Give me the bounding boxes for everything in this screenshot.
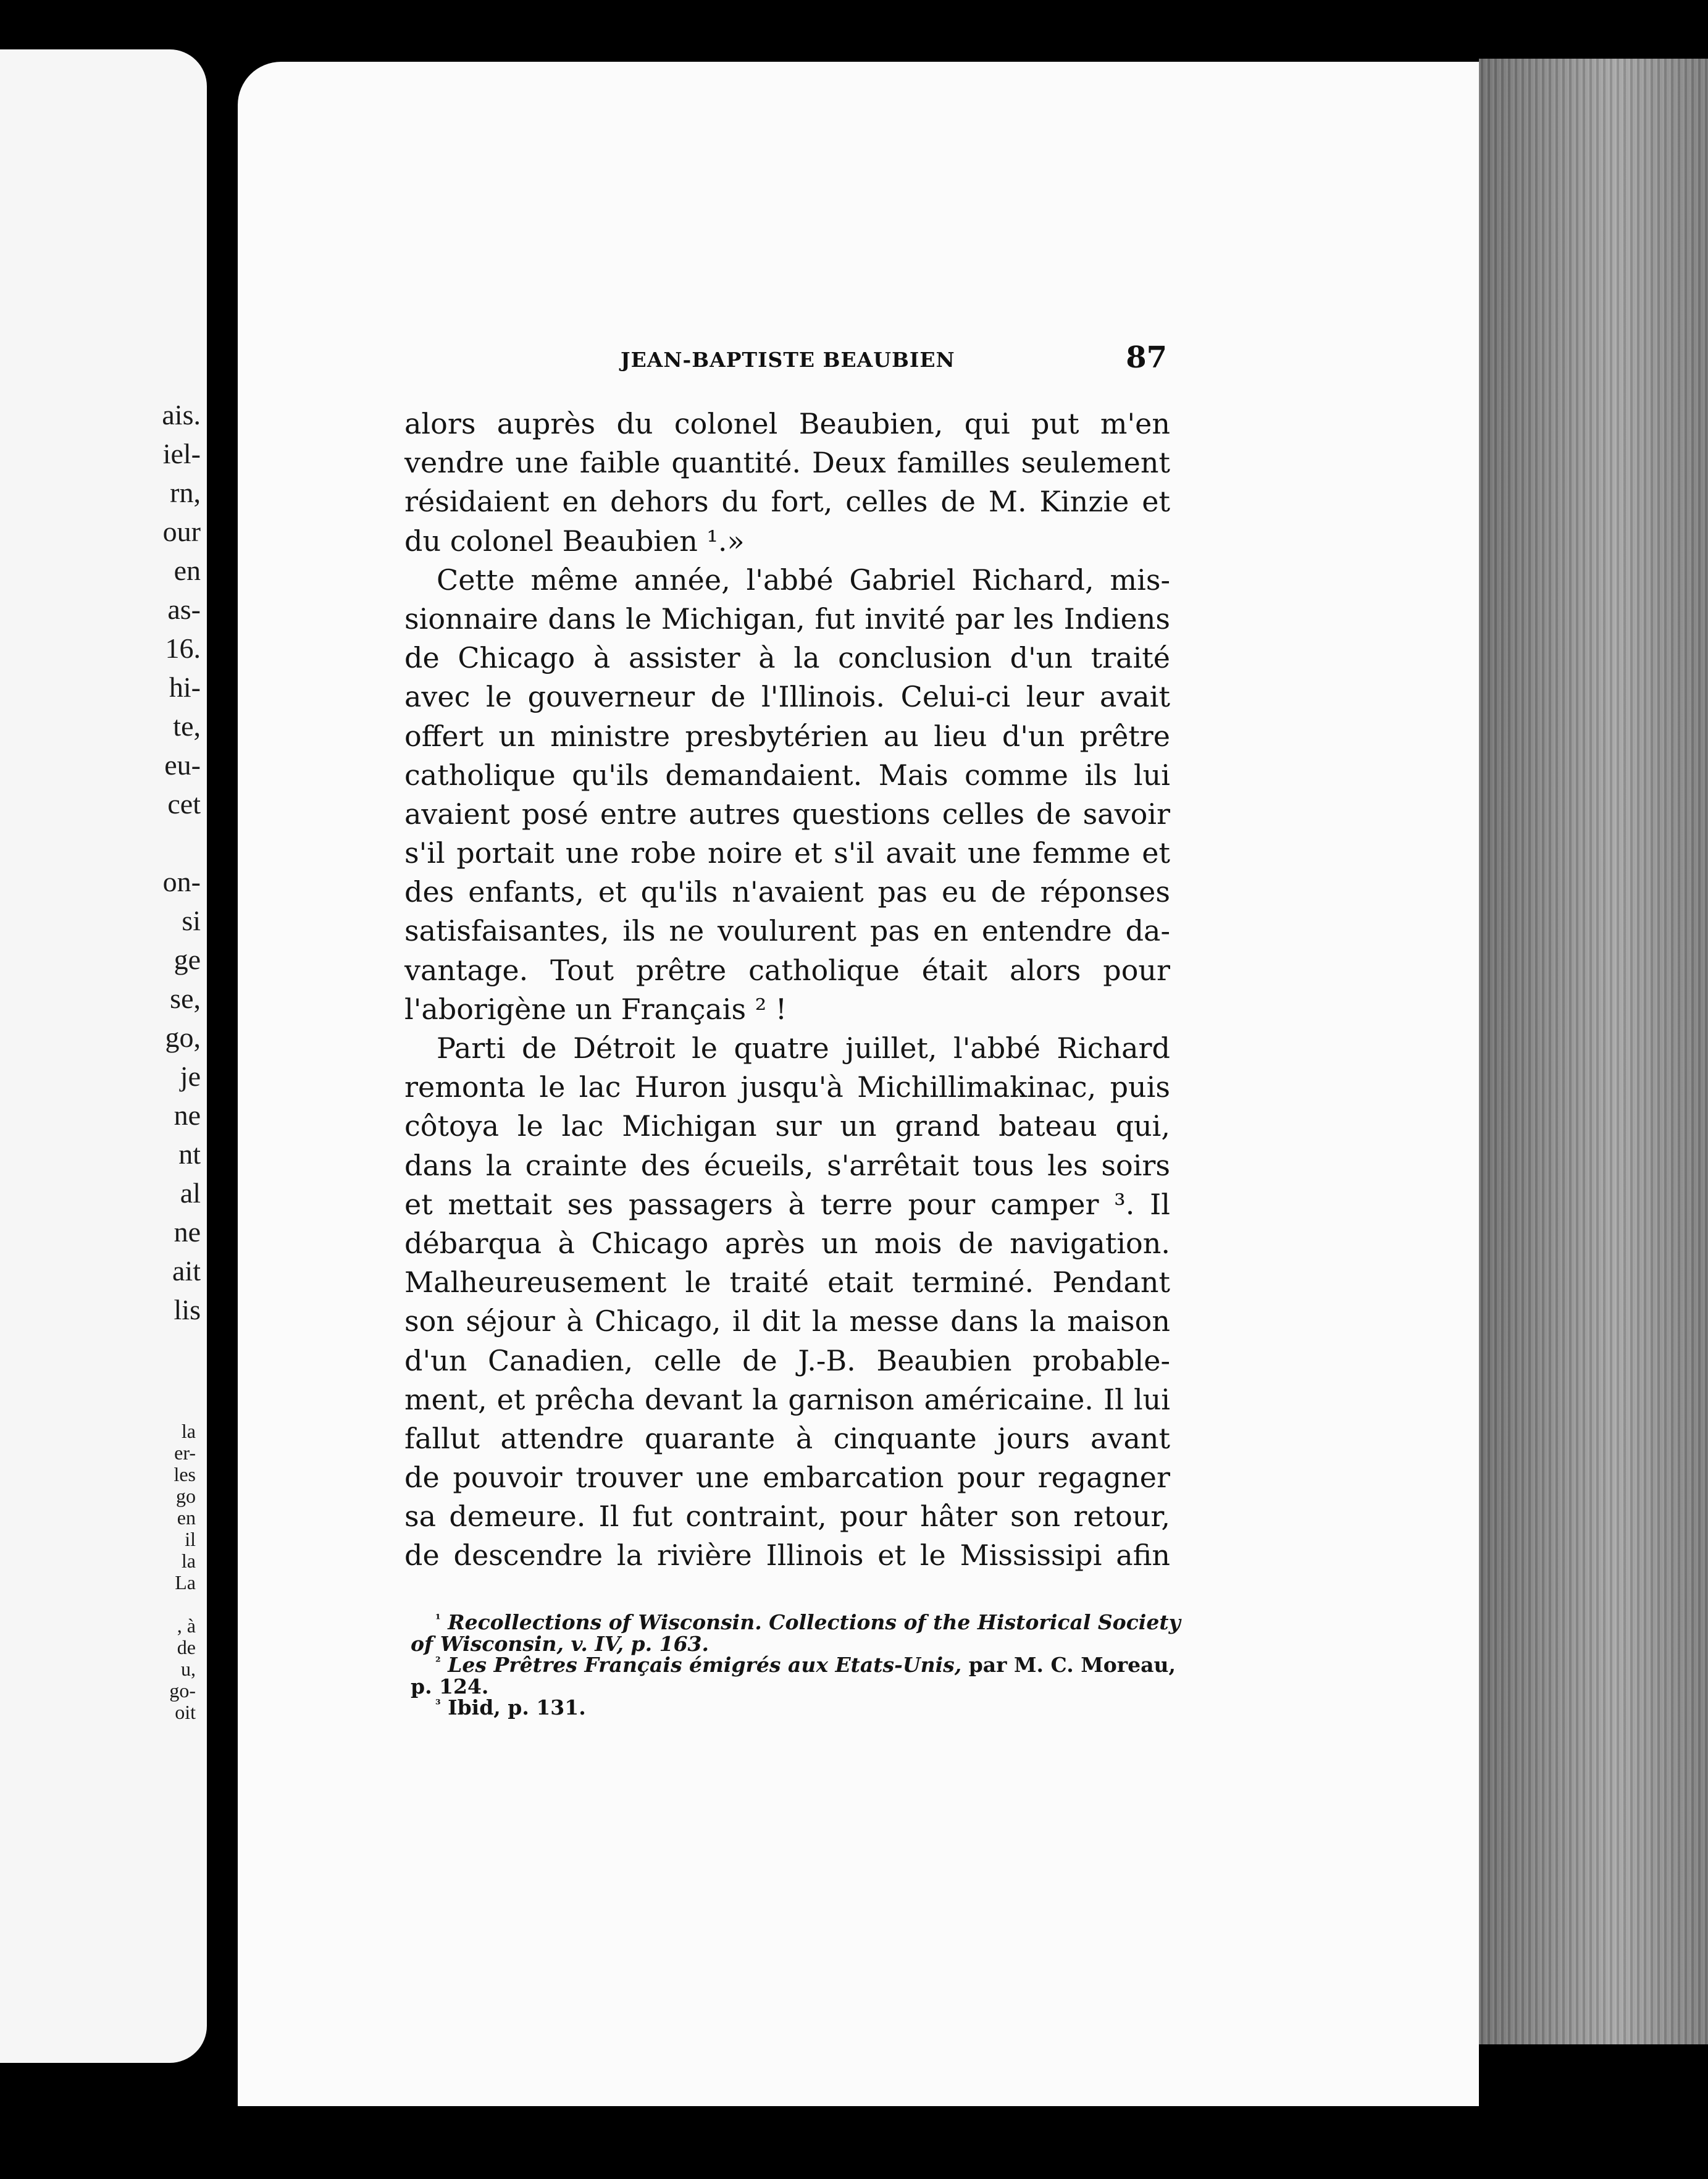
text-line: débarqua à Chicago après un mois de navigation. <box>404 1226 1170 1260</box>
facing-page-fragment: lis <box>174 1294 201 1325</box>
facing-page-fragment: oit <box>175 1701 196 1723</box>
facing-page-fragment: la <box>181 1420 196 1442</box>
facing-page-fragment: u, <box>181 1658 196 1680</box>
facing-page-fragment: as- <box>167 594 201 625</box>
facing-page-fragment: eu- <box>164 749 201 781</box>
facing-page-fragment <box>108 823 201 862</box>
facing-page-fragment: les <box>174 1463 196 1485</box>
text-line: résidaient en dehors du fort, celles de M. Kinzie et <box>404 485 1170 519</box>
text-line: côtoya le lac Michigan sur un grand bateau qui, <box>404 1109 1170 1143</box>
text-line: offert un ministre presbytérien au lieu d'un prêtre <box>404 719 1170 753</box>
text-line: vantage. Tout prêtre catholique était alors pour <box>404 953 1170 987</box>
facing-page-fragment: al <box>180 1177 201 1209</box>
facing-page-fragment: La <box>175 1571 196 1593</box>
text-line: l'aborigène un Français ² ! <box>404 992 787 1026</box>
text-line: de pouvoir trouver une embarcation pour regagner <box>404 1461 1170 1495</box>
text-line: alors auprès du colonel Beaubien, qui put m'en <box>404 407 1170 440</box>
facing-page-fragment: go, <box>165 1022 201 1053</box>
facing-page-fragment: je <box>180 1060 201 1092</box>
page-block-edge <box>1479 59 1708 2044</box>
facing-page-fragment: rn, <box>170 477 201 508</box>
page-number: 87 <box>1126 340 1167 375</box>
facing-page-fragment: iel- <box>162 438 201 469</box>
facing-page-fragment: ait <box>172 1255 201 1287</box>
text-line: s'il portait une robe noire et s'il avait une femme et <box>404 836 1170 870</box>
facing-page-fragment: our <box>162 516 201 547</box>
text-line: vendre une faible quantité. Deux familles seulement <box>404 446 1170 480</box>
body-text <box>404 405 1170 1576</box>
text-line: de Chicago à assister à la conclusion d'un traité <box>404 641 1170 675</box>
text-line: catholique qu'ils demandaient. Mais comme ils lui <box>404 758 1170 792</box>
facing-page-fragment: go- <box>169 1679 196 1702</box>
text-line: avec le gouverneur de l'Illinois. Celui-ci leur avait <box>404 680 1170 714</box>
facing-page-fragment: 16. <box>165 632 201 664</box>
text-line: du colonel Beaubien ¹.» <box>404 524 745 558</box>
facing-page-fragment: te, <box>173 710 201 742</box>
facing-page-fragment: nt <box>178 1138 201 1170</box>
facing-page-fragment: er- <box>174 1442 196 1464</box>
text-line: sa demeure. Il fut contraint, pour hâter son retour, <box>404 1500 1170 1534</box>
facing-page-fragment: se, <box>170 983 201 1014</box>
footnote-3: $^{^3}$ Ibid, p. 131. <box>435 1695 586 1719</box>
facing-page-fragment <box>122 1593 196 1615</box>
facing-page-footnote-text <box>122 1421 196 1723</box>
facing-page-fragment: hi- <box>169 671 201 703</box>
facing-page-fragment: ne <box>174 1216 201 1248</box>
footnotes <box>411 1612 1198 1719</box>
facing-page-fragment: on- <box>162 866 201 897</box>
page-header <box>380 340 1167 380</box>
text-line: sionnaire dans le Michigan, fut invité par les Indiens <box>404 602 1170 636</box>
running-head: JEAN-BAPTISTE BEAUBIEN <box>621 348 955 372</box>
footnote-1: $^{^1}$ Recollections of Wisconsin. Collections of the Historical Society <box>435 1610 1181 1634</box>
text-line: fallut attendre quarante à cinquante jours avant <box>404 1421 1170 1455</box>
facing-page-fragment: ne <box>174 1099 201 1131</box>
facing-page-fragment: , à <box>177 1614 196 1637</box>
facing-page-fragment: go <box>176 1485 196 1507</box>
text-line: de descendre la rivière Illinois et le Mississipi afin <box>404 1539 1170 1572</box>
facing-page-fragment: la <box>181 1550 196 1572</box>
facing-page-edge <box>0 49 207 2063</box>
text-line: d'un Canadien, celle de J.-B. Beaubien probable- <box>404 1343 1170 1377</box>
facing-page-fragment: en <box>177 1506 196 1529</box>
facing-page-fragment: ais. <box>162 399 201 430</box>
text-line: Cette même année, l'abbé Gabriel Richard, mis- <box>437 563 1170 597</box>
text-line: Parti de Détroit le quatre juillet, l'abbé Richard <box>437 1031 1170 1065</box>
footnote-1-continued: of Wisconsin, v. IV, p. 163. <box>411 1631 709 1656</box>
facing-page-fragment: si <box>182 905 201 936</box>
facing-page-text <box>108 395 201 1329</box>
facing-page-fragment: il <box>185 1528 196 1550</box>
text-line: son séjour à Chicago, il dit la messe dans la maison <box>404 1304 1170 1338</box>
text-line: avaient posé entre autres questions celles de savoir <box>404 797 1170 831</box>
text-line: remonta le lac Huron jusqu'à Michillimakinac, puis <box>404 1070 1170 1104</box>
facing-page-fragment: cet <box>167 788 201 820</box>
text-line: Malheureusement le traité etait terminé. Pendant <box>404 1266 1170 1299</box>
text-line: satisfaisantes, ils ne voulurent pas en entendre da- <box>404 914 1170 948</box>
text-line: des enfants, et qu'ils n'avaient pas eu de réponses <box>404 875 1170 909</box>
facing-page-fragment: ge <box>174 944 201 975</box>
footnote-2-continued: p. 124. <box>411 1674 489 1698</box>
footnote-2: $^{^2}$ Les Prêtres Français émigrés aux Etats-Unis, par M. C. Moreau, <box>435 1653 1176 1677</box>
text-line: ment, et prêcha devant la garnison américaine. Il lui <box>404 1382 1170 1416</box>
text-line: dans la crainte des écueils, s'arrêtait tous les soirs <box>404 1148 1170 1182</box>
facing-page-fragment: de <box>177 1636 196 1658</box>
text-line: et mettait ses passagers à terre pour camper ³. Il <box>404 1187 1170 1221</box>
facing-page-fragment: en <box>174 555 201 586</box>
